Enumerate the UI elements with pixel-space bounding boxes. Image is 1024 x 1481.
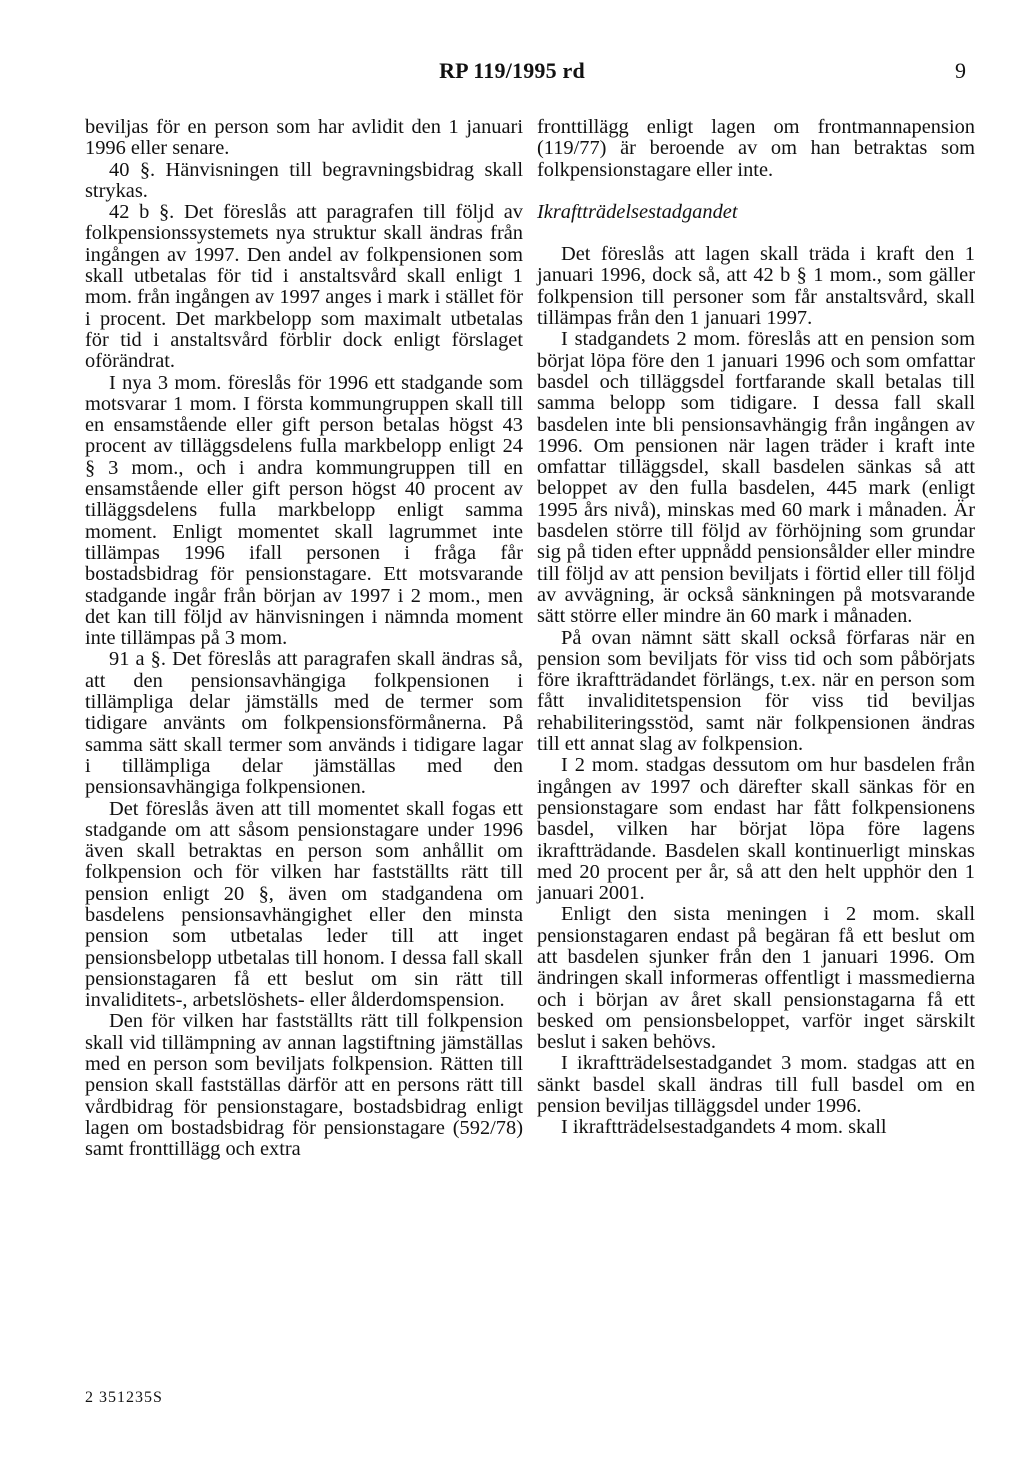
paragraph: 91 a §. Det föreslås att paragrafen skall ändras så, att den pensionsavhängiga folkpensionen i tillämpliga delar jämställs med de termer som tidigare använts om folkpensionsförmånerna. På samma sätt skall termer som används i tidigare lagar i tillämpliga delar jämställas med den pensionsavhängiga folkpensionen.: [85, 648, 523, 799]
print-code: 2 351235S: [85, 1389, 163, 1406]
paragraph: På ovan nämnt sätt skall också förfaras när en pension som beviljats för viss tid och som påbörjats före ikraftträdandet förlängs, t.ex. när en person som fått invaliditetspension för viss tid beviljas rehabiliteringsstöd, samt när folkpensionen ändras till ett annat slag av folkpension.: [537, 626, 975, 756]
paragraph: I ikraftträdelsestadgandet 3 mom. stadgas att en sänkt basdel skall ändras till full basdel om en pension beviljas tilläggsdel under 1996.: [537, 1052, 975, 1118]
document-title: RP 119/1995 rd: [439, 58, 585, 83]
spacer: [537, 223, 975, 244]
spacer: [537, 181, 975, 202]
paragraph: I nya 3 mom. föreslås för 1996 ett stadgande som motsvarar 1 mom. I första kommungruppen skall till en ensamstående eller gift person betalas högst 43 procent av tilläggsdelens fulla markbelopp enligt 24 § 3 mom., och i andra kommungruppen till en ensamstående eller gift person högst 40 procent av tilläggsdelens fulla markbelopp enligt samma moment. Enligt momentet skall lagrummet inte tillämpas 1996 ifall personen i fråga får bostadsbidrag för pensionstagare. Ett motsvarande stadgande ingår från början av 1997 i 2 mom., men det kan till följd av hänvisningen i nämnda moment inte tillämpas på 3 mom.: [85, 371, 523, 650]
page-header: [0, 58, 1024, 88]
paragraph: I ikraftträdelsestadgandets 4 mom. skall: [561, 1116, 887, 1139]
paragraph: Det föreslås även att till momentet skall fogas ett stadgande om att såsom pensionstagare under 1996 även skall betraktas en person som anhållit om folkpension och för vilken har fastställts rätt till pension enligt 20 §, även om stadgandena om basdelens pensionsavhängighet eller den minsta pension som utbetalas leder till att inget pensionsbelopp utbetalas till honom. I dessa fall skall pensionstagaren få ett beslut om sin rätt till invaliditets-, arbetslöshets- eller ålderdomspension.: [85, 797, 523, 1012]
paragraph: Det föreslås att lagen skall träda i kraft den 1 januari 1996, dock så, att 42 b § 1 mom., som gäller folkpension till personer som får anstaltsvård, skall tillämpas från den 1 januari 1997.: [537, 243, 975, 330]
left-column: [85, 117, 523, 1161]
paragraph: beviljas för en person som har avlidit den 1 januari 1996 eller senare.: [85, 116, 523, 160]
paragraph: Den för vilken har fastställts rätt till folkpension skall vid tillämpning av annan lagstiftning jämställas med en person som beviljats folkpension. Rätten till pension skall fastställas därför att en persons rätt till vårdbidrag för pensionstagare, bostadsbidrag enligt lagen om bostadsbidrag för pensionstagare (592/78) samt fronttillägg och extra: [85, 1010, 523, 1161]
paragraph: Enligt den sista meningen i 2 mom. skall pensionstagaren endast på begäran få ett beslut om att basdelen sjunker från den 1 januari 1996. Om ändringen skall informeras offentligt i massmedierna och i början av året skall pensionstagarna få ett besked om pensionsbeloppet, varför inget särskilt beslut i saken behövs.: [537, 903, 975, 1054]
section-heading: Ikraftträdelsestadgandet: [537, 200, 738, 223]
right-column: [537, 117, 975, 1139]
paragraph: 42 b §. Det föreslås att paragrafen till följd av folkpensionssystemets nya struktur skall ändras från ingången av 1997. Den andel av folkpensionen som skall utbetalas för tid i anstaltsvård skall enligt 1 mom. från ingången av 1997 anges i mark i stället för i procent. Det markbelopp som maximalt utbetalas för tid i anstaltsvård förblir dock enligt förslaget oförändrat.: [85, 201, 523, 373]
page-number: 9: [955, 58, 966, 83]
paragraph: I 2 mom. stadgas dessutom om hur basdelen från ingången av 1997 och därefter skall sänkas för en pensionstagare som endast har fått folkpensionens basdel, vilken har börjat löpa före lagens ikraftträdande. Basdelen skall kontinuerligt minskas med 20 procent per år, så att den helt upphör den 1 januari 2001.: [537, 754, 975, 905]
paragraph: I stadgandets 2 mom. föreslås att en pension som börjat löpa före den 1 januari 1996 och som omfattar basdel och tilläggsdel fortfarande skall betalas till samma belopp som tidigare. I dessa fall skall basdelen inte bli pensionsavhängig från ingången av 1996. Om pensionen när lagen träder i kraft inte omfattar tilläggsdel, skall basdelen sänkas så att beloppet av den fulla basdelen, 445 mark (enligt 1995 års nivå), minskas med 60 mark i månaden. Är basdelen större till följd av förhöjning som grundar sig på tiden efter uppnådd pensionsålder eller mindre till följd av att pension beviljats i förtid eller till följd av avvägning, är också sänkningen på motsvarande sätt större eller mindre än 60 mark i månaden.: [537, 328, 975, 628]
paragraph: fronttillägg enligt lagen om frontmannapension (119/77) är beroende av om han betraktas som folkpensionstagare eller inte.: [537, 116, 975, 181]
paragraph: 40 §. Hänvisningen till begravningsbidrag skall strykas.: [85, 158, 523, 202]
